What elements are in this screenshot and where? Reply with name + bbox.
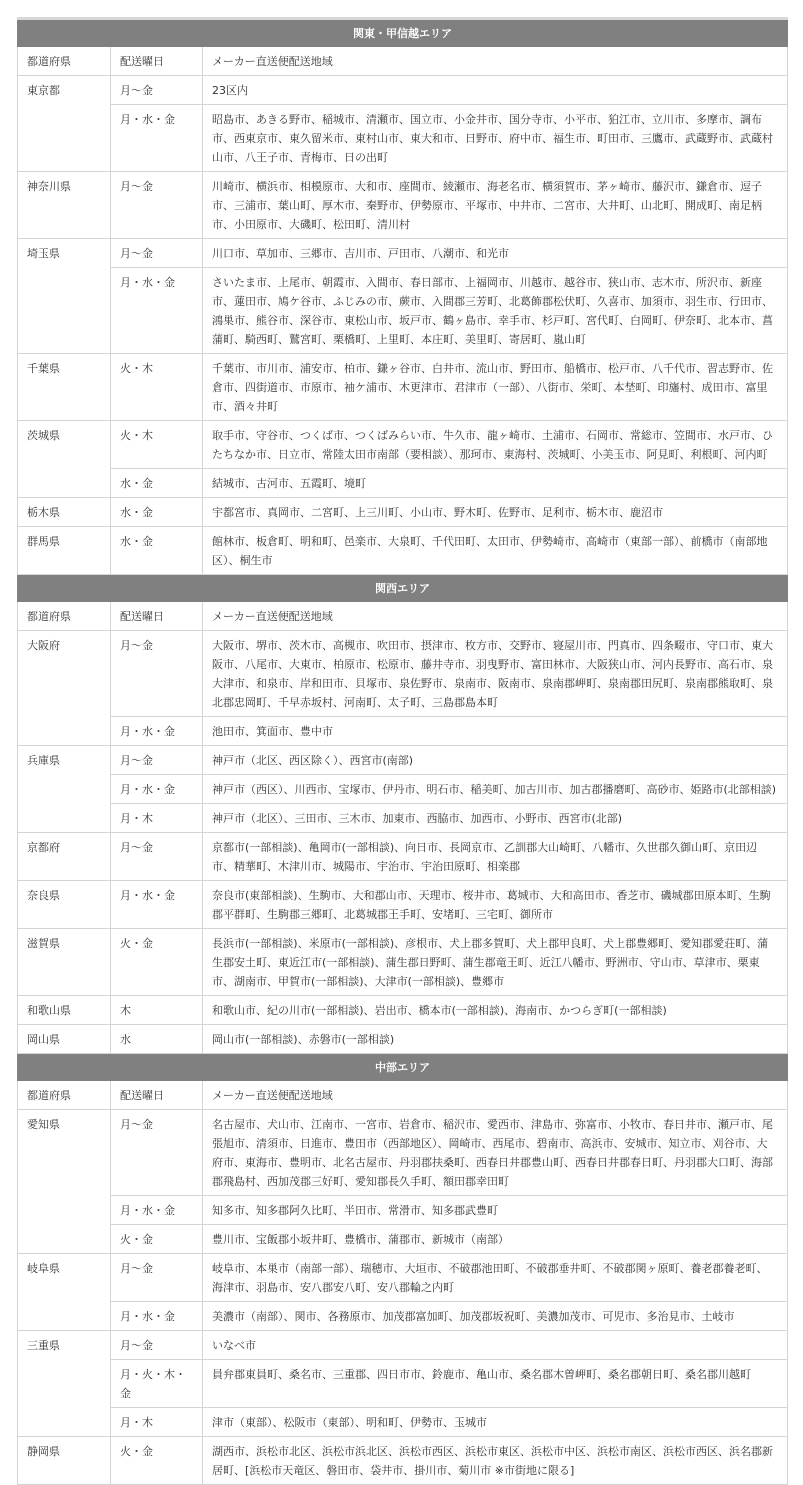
- table-row: [18, 76, 788, 105]
- delivery-area-cell: さいたま市、上尾市、朝霞市、入間市、春日部市、上福岡市、川越市、越谷市、狭山市、志木市、所沢市、新座市、蓮田市、鳩ケ谷市、ふじみの市、蕨市、入間郡三芳町、北葛飾郡松伏町、久喜市、加須市、羽生市、行田市、鴻巣市、熊谷市、深谷市、東松山市、坂戸市、鶴ヶ島市、幸手市、杉戸町、宮代町、白岡町、伊奈町、北本市、菖蒲町、騎西町、鷲宮町、栗橋町、上里町、本庄町、美里町、寄居町、嵐山町: [203, 268, 788, 354]
- delivery-area-cell: 結城市、古河市、五霞町、境町: [203, 469, 788, 498]
- delivery-area-cell: 知多市、知多郡阿久比町、半田市、常滑市、知多郡武豊町: [203, 1196, 788, 1225]
- delivery-day-cell: 月～金: [111, 631, 203, 717]
- delivery-area-cell: 館林市、板倉町、明和町、邑楽市、大泉町、千代田町、太田市、伊勢崎市、高崎市（東部一部）、前橋市（南部地区）、桐生市: [203, 527, 788, 575]
- delivery-day-cell: 月～金: [111, 1254, 203, 1302]
- table-row: [18, 1360, 788, 1408]
- prefecture-cell: 愛知県: [18, 1110, 111, 1254]
- delivery-area-cell: 美濃市（南部）、関市、各務原市、加茂郡富加町、加茂郡坂祝町、美濃加茂市、可児市、多治見市、土岐市: [203, 1302, 788, 1331]
- section-title: 中部エリア: [18, 1054, 788, 1081]
- delivery-day-cell: 水・金: [111, 498, 203, 527]
- table-row: [18, 996, 788, 1025]
- prefecture-cell: 奈良県: [18, 881, 111, 929]
- column-header-delivery-day: 配送曜日: [111, 602, 203, 631]
- delivery-area-cell: 神戸市（北区）、三田市、三木市、加東市、西脇市、加西市、小野市、西宮市(北部): [203, 804, 788, 833]
- prefecture-cell: 埼玉県: [18, 239, 111, 354]
- prefecture-cell: 栃木県: [18, 498, 111, 527]
- delivery-day-cell: 月～金: [111, 239, 203, 268]
- section-title: 関西エリア: [18, 575, 788, 602]
- table-row: [18, 1408, 788, 1437]
- section-title: 関東・甲信越エリア: [18, 19, 788, 47]
- table-row: [18, 775, 788, 804]
- delivery-day-cell: 木: [111, 996, 203, 1025]
- delivery-day-cell: 月・水・金: [111, 105, 203, 172]
- prefecture-cell: 滋賀県: [18, 929, 111, 996]
- delivery-day-cell: 月～金: [111, 1331, 203, 1360]
- delivery-area-cell: 京都市(一部相談)、亀岡市(一部相談)、向日市、長岡京市、乙訓郡大山崎町、八幡市、久世郡久御山町、京田辺市、精華町、木津川市、城陽市、宇治市、宇治田原町、相楽郡: [203, 833, 788, 881]
- delivery-day-cell: 月・水・金: [111, 1196, 203, 1225]
- table-row: [18, 1254, 788, 1302]
- delivery-day-cell: 月・水・金: [111, 775, 203, 804]
- column-header-row: [18, 47, 788, 76]
- delivery-day-cell: 水: [111, 1025, 203, 1054]
- column-header-delivery-area: メーカー直送便配送地域: [203, 1081, 788, 1110]
- table-row: [18, 881, 788, 929]
- delivery-day-cell: 月・火・木・金: [111, 1360, 203, 1408]
- delivery-day-cell: 火・金: [111, 929, 203, 996]
- delivery-day-cell: 火・金: [111, 1225, 203, 1254]
- table-row: [18, 469, 788, 498]
- prefecture-cell: 和歌山県: [18, 996, 111, 1025]
- table-row: [18, 172, 788, 239]
- delivery-day-cell: 月～金: [111, 746, 203, 775]
- delivery-day-cell: 水・金: [111, 527, 203, 575]
- table-row: [18, 1025, 788, 1054]
- delivery-area-cell: 昭島市、あきる野市、稲城市、清瀬市、国立市、小金井市、国分寺市、小平市、狛江市、立川市、多摩市、調布市、西東京市、東久留米市、東村山市、東大和市、日野市、府中市、福生市、町田市、三鷹市、武蔵野市、武蔵村山市、八王子市、青梅市、日の出町: [203, 105, 788, 172]
- delivery-area-cell: 池田市、箕面市、豊中市: [203, 717, 788, 746]
- delivery-area-cell: 23区内: [203, 76, 788, 105]
- delivery-area-cell: 長浜市(一部相談)、米原市(一部相談)、彦根市、犬上郡多賀町、犬上郡甲良町、犬上郡豊郷町、愛知郡愛荘町、蒲生郡安土町、東近江市(一部相談)、蒲生郡日野町、蒲生郡竜王町、近江八幡市、野洲市、守山市、草津市、栗東市、湖南市、甲賀市(一部相談)、大津市(一部相談)、豊郷市: [203, 929, 788, 996]
- delivery-area-cell: 岡山市(一部相談)、赤磐市(一部相談): [203, 1025, 788, 1054]
- delivery-area-cell: 神戸市（北区、西区除く）、西宮市(南部): [203, 746, 788, 775]
- prefecture-cell: 京都府: [18, 833, 111, 881]
- delivery-area-cell: 大阪市、堺市、茨木市、高槻市、吹田市、摂津市、枚方市、交野市、寝屋川市、門真市、四条畷市、守口市、東大阪市、八尾市、大東市、柏原市、松原市、藤井寺市、羽曳野市、富田林市、大阪狭山市、河内長野市、高石市、泉大津市、和泉市、岸和田市、貝塚市、泉佐野市、泉南市、阪南市、泉南郡岬町、泉南郡田尻町、泉南郡熊取町、泉北郡忠岡町、千早赤坂村、河南町、太子町、三島郡島本町: [203, 631, 788, 717]
- table-row: [18, 833, 788, 881]
- delivery-day-cell: 火・木: [111, 354, 203, 421]
- delivery-area-cell: 宇都宮市、真岡市、二宮町、上三川町、小山市、野木町、佐野市、足利市、栃木市、鹿沼市: [203, 498, 788, 527]
- table-row: [18, 268, 788, 354]
- table-row: [18, 1225, 788, 1254]
- table-row: [18, 239, 788, 268]
- prefecture-cell: 東京都: [18, 76, 111, 172]
- prefecture-cell: 茨城県: [18, 421, 111, 498]
- delivery-day-cell: 月・水・金: [111, 268, 203, 354]
- column-header-row: [18, 1081, 788, 1110]
- delivery-area-cell: 豊川市、宝飯郡小坂井町、豊橋市、蒲郡市、新城市（南部）: [203, 1225, 788, 1254]
- delivery-day-cell: 月・水・金: [111, 717, 203, 746]
- delivery-day-cell: 月～金: [111, 172, 203, 239]
- delivery-day-cell: 月・水・金: [111, 881, 203, 929]
- column-header-delivery-day: 配送曜日: [111, 1081, 203, 1110]
- section-header-row: [18, 19, 788, 47]
- column-header-delivery-day: 配送曜日: [111, 47, 203, 76]
- table-row: [18, 498, 788, 527]
- table-row: [18, 421, 788, 469]
- table-row: [18, 1437, 788, 1485]
- section-header-row: [18, 575, 788, 602]
- column-header-prefecture: 都道府県: [18, 602, 111, 631]
- table-row: [18, 354, 788, 421]
- prefecture-cell: 三重県: [18, 1331, 111, 1437]
- delivery-day-cell: 月～金: [111, 1110, 203, 1196]
- prefecture-cell: 静岡県: [18, 1437, 111, 1485]
- delivery-area-cell: 川口市、草加市、三郷市、吉川市、戸田市、八潮市、和光市: [203, 239, 788, 268]
- table-row: [18, 929, 788, 996]
- delivery-area-cell: 取手市、守谷市、つくば市、つくばみらい市、牛久市、龍ヶ崎市、土浦市、石岡市、常総市、笠間市、水戸市、ひたちなか市、日立市、常陸太田市南部（要相談）、那珂市、東海村、茨城町、小美玉市、阿見町、利根町、河内町: [203, 421, 788, 469]
- delivery-day-cell: 月・木: [111, 804, 203, 833]
- delivery-area-cell: 津市（東部）、松阪市（東部）、明和町、伊勢市、玉城市: [203, 1408, 788, 1437]
- delivery-area-table-body: [18, 19, 788, 1485]
- table-row: [18, 105, 788, 172]
- column-header-row: [18, 602, 788, 631]
- delivery-day-cell: 火・金: [111, 1437, 203, 1485]
- delivery-area-cell: 名古屋市、犬山市、江南市、一宮市、岩倉市、稲沢市、愛西市、津島市、弥富市、小牧市、春日井市、瀬戸市、尾張旭市、清須市、日進市、豊田市（西部地区）、岡崎市、西尾市、碧南市、高浜市、安城市、知立市、刈谷市、大府市、東海市、豊明市、北名古屋市、丹羽郡扶桑町、西春日井郡豊山町、西春日井郡春日町、丹羽郡大口町、海部郡飛島村、西加茂郡三好町、愛知郡長久手町、額田郡幸田町: [203, 1110, 788, 1196]
- delivery-area-cell: 川崎市、横浜市、相模原市、大和市、座間市、綾瀬市、海老名市、横須賀市、茅ヶ崎市、藤沢市、鎌倉市、逗子市、三浦市、葉山町、厚木市、秦野市、伊勢原市、平塚市、中井市、二宮市、大井町、山北町、開成町、南足柄市、小田原市、大磯町、松田町、清川村: [203, 172, 788, 239]
- section-header-row: [18, 1054, 788, 1081]
- delivery-day-cell: 月・木: [111, 1408, 203, 1437]
- delivery-area-cell: 千葉市、市川市、浦安市、柏市、鎌ヶ谷市、白井市、流山市、野田市、船橋市、松戸市、八千代市、習志野市、佐倉市、四街道市、市原市、袖ケ浦市、木更津市、君津市（一部）、八街市、栄町、本埜町、印旛村、成田市、富里市、酒々井町: [203, 354, 788, 421]
- prefecture-cell: 千葉県: [18, 354, 111, 421]
- table-row: [18, 1196, 788, 1225]
- delivery-area-cell: 岐阜市、本巣市（南部一部）、瑞穂市、大垣市、不破郡池田町、不破郡垂井町、不破郡関ヶ原町、養老郡養老町、海津市、羽島市、安八郡安八町、安八郡輪之内町: [203, 1254, 788, 1302]
- delivery-day-cell: 火・木: [111, 421, 203, 469]
- prefecture-cell: 大阪府: [18, 631, 111, 746]
- table-row: [18, 631, 788, 717]
- table-row: [18, 1110, 788, 1196]
- delivery-area-cell: 神戸市（西区）、川西市、宝塚市、伊丹市、明石市、稲美町、加古川市、加古郡播磨町、高砂市、姫路市(北部相談): [203, 775, 788, 804]
- prefecture-cell: 神奈川県: [18, 172, 111, 239]
- column-header-prefecture: 都道府県: [18, 47, 111, 76]
- table-row: [18, 804, 788, 833]
- delivery-day-cell: 月～金: [111, 833, 203, 881]
- delivery-day-cell: 月～金: [111, 76, 203, 105]
- table-row: [18, 746, 788, 775]
- delivery-area-cell: 員弁郡東員町、桑名市、三重郡、四日市市、鈴鹿市、亀山市、桑名郡木曽岬町、桑名郡朝日町、桑名郡川越町: [203, 1360, 788, 1408]
- table-row: [18, 1302, 788, 1331]
- prefecture-cell: 岐阜県: [18, 1254, 111, 1331]
- delivery-day-cell: 水・金: [111, 469, 203, 498]
- delivery-area-cell: 和歌山市、紀の川市(一部相談)、岩出市、橋本市(一部相談)、海南市、かつらぎ町(一部相談): [203, 996, 788, 1025]
- prefecture-cell: 群馬県: [18, 527, 111, 575]
- table-row: [18, 1331, 788, 1360]
- table-row: [18, 527, 788, 575]
- table-row: [18, 717, 788, 746]
- delivery-area-cell: 湖西市、浜松市北区、浜松市浜北区、浜松市西区、浜松市東区、浜松市中区、浜松市南区、浜松市西区、浜名郡新居町、[浜松市天竜区、磐田市、袋井市、掛川市、菊川市 ※市街地に限る]: [203, 1437, 788, 1485]
- delivery-area-cell: いなべ市: [203, 1331, 788, 1360]
- column-header-delivery-area: メーカー直送便配送地域: [203, 602, 788, 631]
- column-header-prefecture: 都道府県: [18, 1081, 111, 1110]
- prefecture-cell: 兵庫県: [18, 746, 111, 833]
- delivery-area-cell: 奈良市(東部相談)、生駒市、大和郡山市、天理市、桜井市、葛城市、大和高田市、香芝市、磯城郡田原本町、生駒郡平群町、生駒郡三郷町、北葛城郡王手町、安堵町、三宅町、御所市: [203, 881, 788, 929]
- prefecture-cell: 岡山県: [18, 1025, 111, 1054]
- column-header-delivery-area: メーカー直送便配送地域: [203, 47, 788, 76]
- delivery-area-table: [17, 17, 788, 1485]
- delivery-day-cell: 月・水・金: [111, 1302, 203, 1331]
